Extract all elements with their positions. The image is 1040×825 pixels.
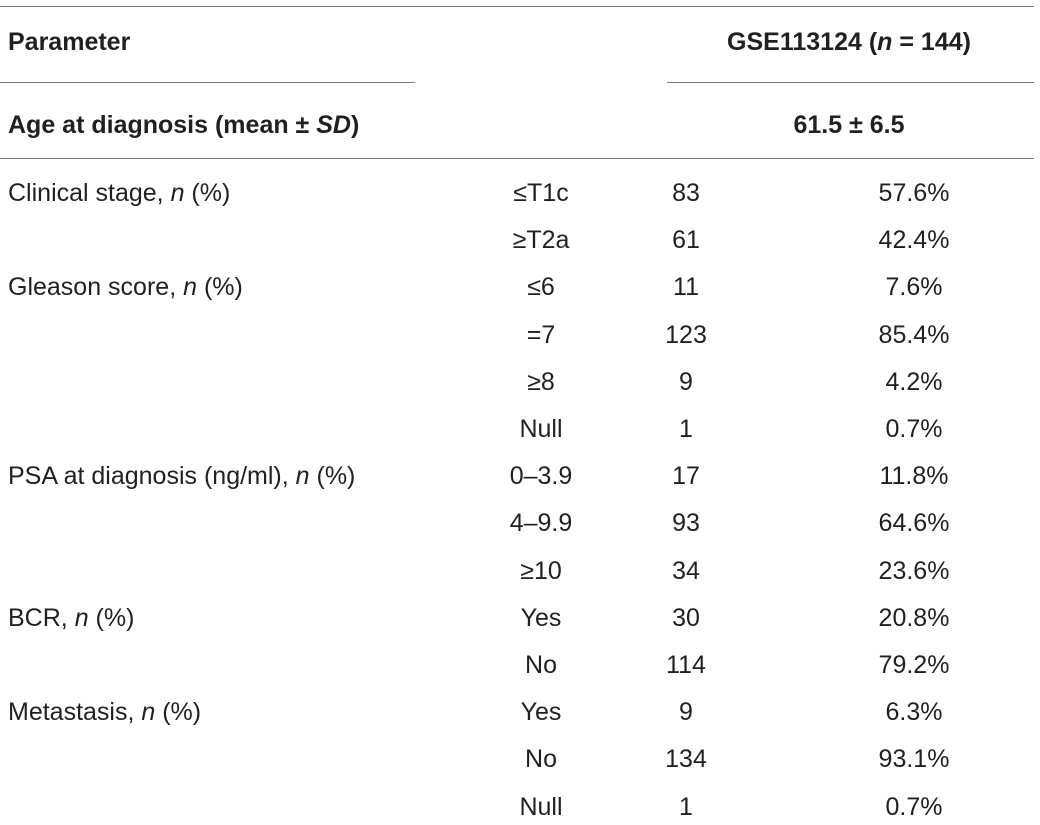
table-row-category: =7 (526, 321, 556, 349)
table-row-percent: 57.6% (878, 179, 950, 207)
age-row-value: 61.5 ± 6.5 (793, 111, 905, 139)
table-row-parameter: Gleason score, n (%) (8, 273, 243, 301)
table-row-category: Yes (520, 604, 562, 632)
table-row-category: Yes (520, 698, 562, 726)
table-row-count: 9 (679, 698, 693, 726)
parameter-header-label: Parameter (8, 28, 131, 56)
table-row-percent: 0.7% (885, 415, 943, 443)
table-row-category: Null (519, 415, 563, 443)
parameter-header-rule (0, 82, 415, 83)
table-row-count: 9 (679, 368, 693, 396)
table-row-category: No (525, 745, 557, 773)
table-row-parameter: Clinical stage, n (%) (8, 179, 231, 207)
table-row-parameter: Metastasis, n (%) (8, 698, 202, 726)
table-row-count: 134 (665, 745, 707, 773)
table-row-count: 123 (665, 321, 707, 349)
table-row-percent: 11.8% (879, 462, 949, 490)
table-row-category: ≤6 (527, 273, 555, 301)
table-row-count: 17 (672, 462, 700, 490)
table-row-count: 114 (666, 651, 706, 679)
dataset-header-rule (667, 82, 1034, 83)
table-row-category: ≤T1c (513, 179, 569, 207)
table-row-category: No (525, 651, 557, 679)
top-rule (0, 6, 1034, 7)
table-row-count: 11 (673, 273, 699, 301)
table-row-count: 34 (672, 557, 700, 585)
table-row-count: 1 (679, 415, 693, 443)
dataset-header: GSE113124 (n = 144) (727, 28, 971, 56)
table-row-percent: 7.6% (885, 273, 943, 301)
table-row-count: 30 (672, 604, 700, 632)
table-row-percent: 23.6% (878, 557, 950, 585)
table-row-count: 83 (672, 179, 700, 207)
table-row-percent: 79.2% (878, 651, 950, 679)
table-row-category: ≥T2a (512, 226, 570, 254)
table-row-percent: 4.2% (885, 368, 943, 396)
table-row-percent: 93.1% (878, 745, 950, 773)
table-row-percent: 85.4% (878, 321, 950, 349)
table-row-category: Null (519, 793, 563, 821)
table-row-parameter: PSA at diagnosis (ng/ml), n (%) (8, 462, 356, 490)
table-row-category: ≥8 (527, 368, 555, 396)
table-row-count: 61 (672, 226, 700, 254)
table-row-percent: 20.8% (878, 604, 950, 632)
table-row-percent: 42.4% (878, 226, 950, 254)
table-row-percent: 64.6% (878, 509, 950, 537)
table-row-percent: 6.3% (885, 698, 943, 726)
parameter-header (8, 27, 130, 57)
table-row-category: 0–3.9 (509, 462, 573, 490)
age-row-label: Age at diagnosis (mean ± SD) (8, 111, 360, 139)
table-row-count: 93 (672, 509, 700, 537)
table-row-count: 1 (679, 793, 693, 821)
table-row-parameter: BCR, n (%) (8, 604, 135, 632)
age-row-rule (0, 158, 1034, 159)
table-row-percent: 0.7% (885, 793, 943, 821)
table-row-category: 4–9.9 (509, 509, 573, 537)
table-row-category: ≥10 (520, 557, 562, 585)
